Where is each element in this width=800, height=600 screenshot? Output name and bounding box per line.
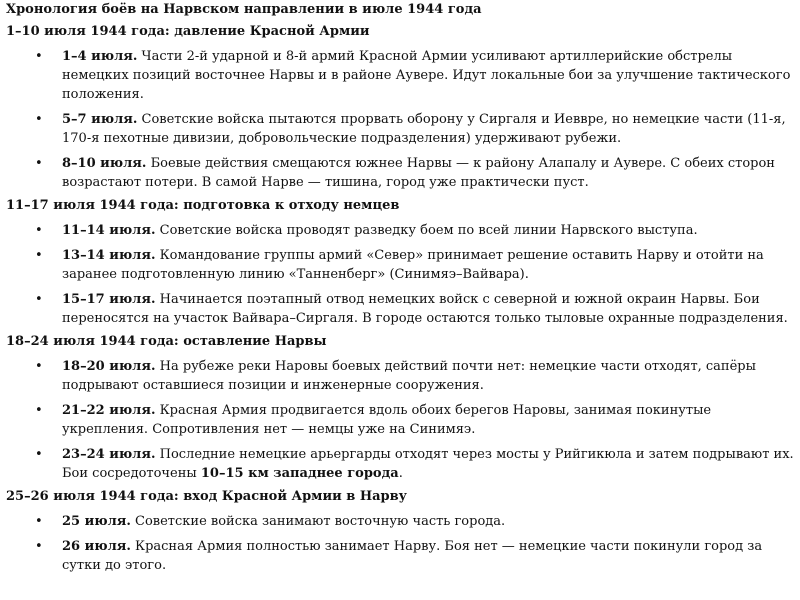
item-text: Части 2-й ударной и 8-й армий Красной Армии усиливают артиллерийские обстрелы немецких позиций восточнее Нарвы и в районе Аувере. Идут локальные бои за улучшение тактического положения. <box>62 49 791 102</box>
item-text: Боевые действия смещаются южнее Нарвы — к району Алапалу и Аувере. С обеих сторон возрастают потери. В самой Нарве — тишина, город уже практически пуст. <box>62 156 775 190</box>
section-july-1-10 <box>6 24 798 192</box>
section-list <box>6 47 798 192</box>
item-date: 23–24 июля. <box>62 447 156 462</box>
section-list <box>6 221 798 328</box>
section-heading: 1–10 июля 1944 года: давление Красной Армии <box>6 24 370 39</box>
section-heading: 18–24 июля 1944 года: оставление Нарвы <box>6 334 327 349</box>
item-date: 8–10 июля. <box>62 156 147 171</box>
item-date: 13–14 июля. <box>62 248 156 263</box>
item-text: Последние немецкие арьергарды отходят через мосты у Рийгикюла и затем подрывают их. Бои сосредоточены <box>62 447 794 481</box>
item-text: На рубеже реки Наровы боевых действий почти нет: немецкие части отходят, сапёры подрывают оставшиеся позиции и инженерные сооружения. <box>62 359 756 393</box>
item-date: 15–17 июля. <box>62 292 156 307</box>
list-item <box>6 221 798 240</box>
item-text: Советские войска занимают восточную часть города. <box>130 514 506 529</box>
item-text: Советские войска проводят разведку боем по всей линии Нарвского выступа. <box>155 223 698 238</box>
item-emphasis: 10–15 км западнее города <box>200 466 399 481</box>
item-text: Красная Армия продвигается вдоль обоих берегов Наровы, занимая покинутые укрепления. Сопротивления нет — немцы уже на Синимяэ. <box>62 403 712 437</box>
list-item <box>6 47 798 104</box>
item-date: 5–7 июля. <box>62 112 138 127</box>
item-date: 18–20 июля. <box>62 359 156 374</box>
list-item <box>6 512 798 531</box>
item-date: 21–22 июля. <box>62 403 156 418</box>
item-text-end: . <box>398 466 403 481</box>
list-item <box>6 290 798 328</box>
section-july-25-26 <box>6 489 798 575</box>
item-text: Советские войска пытаются прорвать оборону у Сиргаля и Иеввре, но немецкие части (11-я, 170-я пехотные дивизии, добровольческие подразделения) удерживают рубежи. <box>62 112 786 146</box>
section-heading: 11–17 июля 1944 года: подготовка к отходу немцев <box>6 198 400 213</box>
item-date: 1–4 июля. <box>62 49 138 64</box>
section-list <box>6 512 798 575</box>
item-text: Красная Армия полностью занимает Нарву. Боя нет — немецкие части покинули город за сутки до этого. <box>62 539 763 573</box>
list-item <box>6 246 798 284</box>
section-july-11-17 <box>6 198 798 328</box>
document <box>6 2 798 581</box>
section-list <box>6 357 798 483</box>
page-title: Хронология боёв на Нарвском направлении в июле 1944 года <box>6 2 482 17</box>
section-heading: 25–26 июля 1944 года: вход Красной Армии в Нарву <box>6 489 407 504</box>
list-item <box>6 110 798 148</box>
section-july-18-24 <box>6 334 798 483</box>
item-text: Начинается поэтапный отвод немецких войск с северной и южной окраин Нарвы. Бои переносятся на участок Вайвара–Сиргаля. В городе остаются только тыловые охранные подразделения. <box>62 292 788 326</box>
item-date: 25 июля. <box>62 514 131 529</box>
item-date: 11–14 июля. <box>62 223 156 238</box>
list-item <box>6 154 798 192</box>
item-date: 26 июля. <box>62 539 131 554</box>
item-text: Командование группы армий «Север» принимает решение оставить Нарву и отойти на заранее подготовленную линию «Танненберг» (Синимяэ–Вайвара). <box>62 248 764 282</box>
list-item <box>6 401 798 439</box>
list-item <box>6 357 798 395</box>
list-item <box>6 445 798 483</box>
list-item <box>6 537 798 575</box>
